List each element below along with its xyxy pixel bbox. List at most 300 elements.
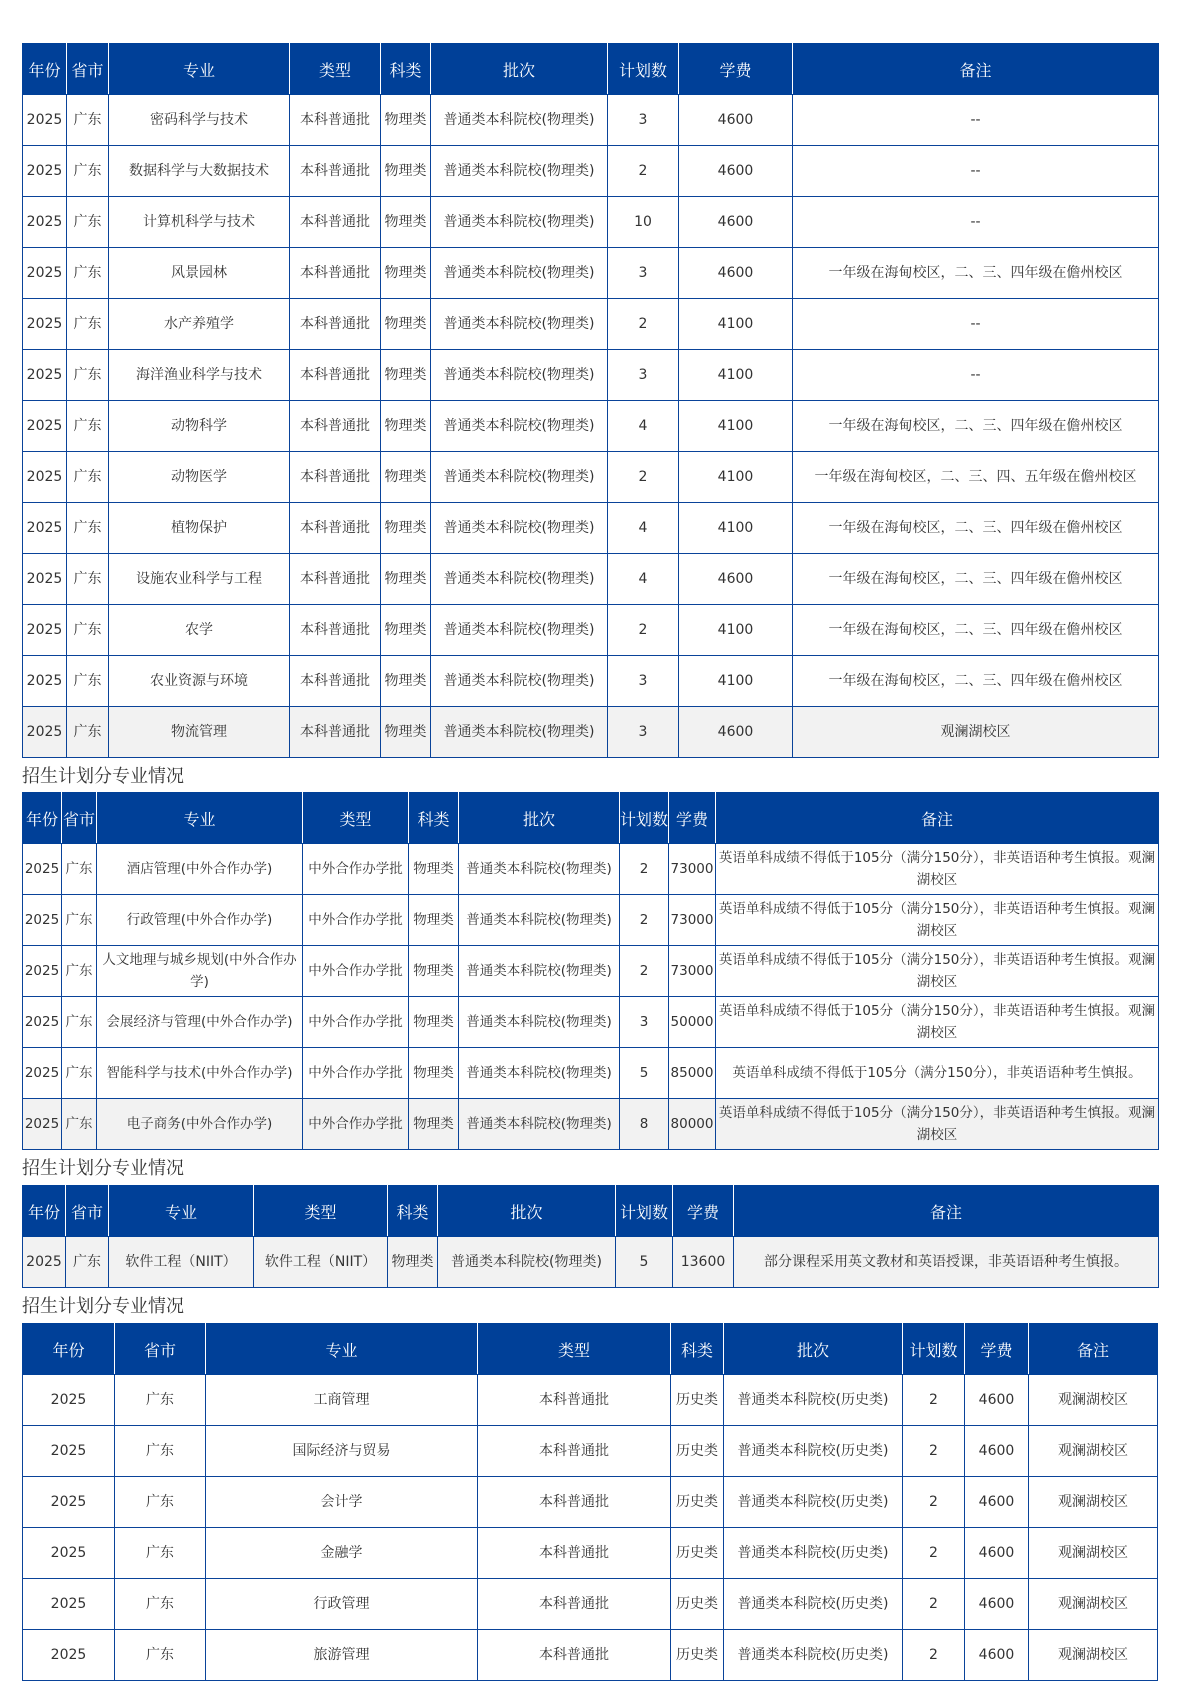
cell-subject: 物理类 (409, 844, 459, 895)
cell-remarks: -- (793, 197, 1159, 248)
cell-year: 2025 (23, 1048, 62, 1099)
cell-subject: 物理类 (381, 95, 431, 146)
cell-province: 广东 (67, 656, 109, 707)
cell-batch: 普通类本科院校(物理类) (431, 605, 608, 656)
cell-year: 2025 (23, 299, 67, 350)
cell-year: 2025 (23, 401, 67, 452)
cell-tuition: 85000 (669, 1048, 716, 1099)
column-header-type: 类型 (478, 1324, 671, 1375)
cell-remarks: 一年级在海甸校区，二、三、四、五年级在儋州校区 (793, 452, 1159, 503)
cell-subject: 物理类 (381, 452, 431, 503)
cell-province: 广东 (62, 946, 97, 997)
cell-remarks: 英语单科成绩不得低于105分（满分150分），非英语语种考生慎报。 (716, 1048, 1159, 1099)
enrollment-table-2 (22, 792, 1159, 1150)
cell-year: 2025 (23, 1375, 115, 1426)
cell-major: 会展经济与管理(中外合作办学) (97, 997, 303, 1048)
cell-type: 本科普通批 (478, 1375, 671, 1426)
cell-year: 2025 (23, 452, 67, 503)
cell-batch: 普通类本科院校(物理类) (431, 350, 608, 401)
table-row (23, 1375, 1158, 1426)
table-row (23, 895, 1159, 946)
cell-major: 软件工程（NIIT） (109, 1237, 254, 1288)
cell-remarks: 观澜湖校区 (1029, 1426, 1158, 1477)
cell-remarks: 观澜湖校区 (1029, 1630, 1158, 1681)
cell-plan-count: 10 (608, 197, 679, 248)
cell-type: 本科普通批 (290, 95, 381, 146)
cell-province: 广东 (115, 1477, 206, 1528)
cell-tuition: 4100 (679, 503, 793, 554)
cell-remarks: 一年级在海甸校区，二、三、四年级在儋州校区 (793, 503, 1159, 554)
cell-tuition: 73000 (669, 946, 716, 997)
cell-year: 2025 (23, 656, 67, 707)
column-header-province: 省市 (67, 44, 109, 95)
cell-batch: 普通类本科院校(物理类) (431, 146, 608, 197)
table-row (23, 844, 1159, 895)
cell-province: 广东 (67, 554, 109, 605)
cell-type: 本科普通批 (478, 1528, 671, 1579)
cell-subject: 物理类 (381, 707, 431, 758)
column-header-type: 类型 (254, 1186, 388, 1237)
cell-year: 2025 (23, 1237, 66, 1288)
column-header-plan-count: 计划数 (903, 1324, 965, 1375)
cell-province: 广东 (115, 1375, 206, 1426)
cell-tuition: 4600 (965, 1375, 1029, 1426)
column-header-subject: 科类 (409, 793, 459, 844)
table-row (23, 605, 1159, 656)
cell-batch: 普通类本科院校(物理类) (459, 844, 620, 895)
column-header-type: 类型 (290, 44, 381, 95)
cell-province: 广东 (62, 997, 97, 1048)
cell-type: 本科普通批 (290, 503, 381, 554)
cell-province: 广东 (67, 503, 109, 554)
cell-province: 广东 (67, 707, 109, 758)
cell-remarks: 一年级在海甸校区，二、三、四年级在儋州校区 (793, 554, 1159, 605)
cell-tuition: 73000 (669, 844, 716, 895)
column-header-plan-count: 计划数 (608, 44, 679, 95)
cell-plan-count: 2 (903, 1477, 965, 1528)
cell-province: 广东 (62, 844, 97, 895)
cell-province: 广东 (67, 146, 109, 197)
cell-plan-count: 2 (620, 844, 669, 895)
cell-batch: 普通类本科院校(物理类) (431, 248, 608, 299)
column-header-tuition: 学费 (965, 1324, 1029, 1375)
cell-subject: 物理类 (409, 997, 459, 1048)
cell-type: 中外合作办学批 (303, 997, 409, 1048)
cell-tuition: 4100 (679, 656, 793, 707)
header-row (23, 793, 1159, 844)
table-row (23, 401, 1159, 452)
cell-plan-count: 3 (608, 95, 679, 146)
cell-subject: 物理类 (381, 554, 431, 605)
cell-subject: 物理类 (409, 1099, 459, 1150)
cell-major: 农业资源与环境 (109, 656, 290, 707)
cell-tuition: 4600 (965, 1579, 1029, 1630)
cell-batch: 普通类本科院校(物理类) (459, 895, 620, 946)
cell-batch: 普通类本科院校(物理类) (459, 1048, 620, 1099)
table-row (23, 1579, 1158, 1630)
cell-plan-count: 2 (608, 605, 679, 656)
table-row (23, 146, 1159, 197)
cell-plan-count: 2 (608, 299, 679, 350)
cell-subject: 历史类 (671, 1477, 724, 1528)
cell-major: 人文地理与城乡规划(中外合作办学) (97, 946, 303, 997)
cell-tuition: 4600 (679, 248, 793, 299)
cell-type: 本科普通批 (290, 197, 381, 248)
cell-plan-count: 5 (616, 1237, 673, 1288)
cell-plan-count: 2 (903, 1630, 965, 1681)
cell-type: 本科普通批 (478, 1426, 671, 1477)
column-header-remarks: 备注 (734, 1186, 1159, 1237)
cell-year: 2025 (23, 997, 62, 1048)
cell-plan-count: 3 (608, 248, 679, 299)
cell-subject: 物理类 (388, 1237, 438, 1288)
cell-year: 2025 (23, 350, 67, 401)
cell-tuition: 4600 (679, 95, 793, 146)
column-header-subject: 科类 (381, 44, 431, 95)
cell-major: 海洋渔业科学与技术 (109, 350, 290, 401)
cell-province: 广东 (67, 95, 109, 146)
cell-major: 动物医学 (109, 452, 290, 503)
column-header-subject: 科类 (388, 1186, 438, 1237)
cell-tuition: 4600 (965, 1426, 1029, 1477)
cell-plan-count: 4 (608, 401, 679, 452)
cell-plan-count: 5 (620, 1048, 669, 1099)
cell-year: 2025 (23, 1579, 115, 1630)
cell-major: 旅游管理 (206, 1630, 478, 1681)
table-row (23, 1630, 1158, 1681)
cell-plan-count: 3 (620, 997, 669, 1048)
cell-subject: 物理类 (381, 503, 431, 554)
cell-tuition: 4100 (679, 605, 793, 656)
cell-batch: 普通类本科院校(物理类) (459, 946, 620, 997)
table-row (23, 1528, 1158, 1579)
cell-year: 2025 (23, 1528, 115, 1579)
cell-province: 广东 (67, 299, 109, 350)
column-header-major: 专业 (206, 1324, 478, 1375)
column-header-major: 专业 (109, 1186, 254, 1237)
cell-plan-count: 2 (903, 1426, 965, 1477)
cell-tuition: 4600 (679, 707, 793, 758)
cell-province: 广东 (115, 1528, 206, 1579)
cell-batch: 普通类本科院校(历史类) (724, 1528, 903, 1579)
cell-batch: 普通类本科院校(历史类) (724, 1375, 903, 1426)
cell-batch: 普通类本科院校(物理类) (431, 197, 608, 248)
column-header-province: 省市 (66, 1186, 109, 1237)
cell-remarks: -- (793, 146, 1159, 197)
cell-subject: 物理类 (381, 605, 431, 656)
cell-major: 金融学 (206, 1528, 478, 1579)
cell-major: 工商管理 (206, 1375, 478, 1426)
cell-type: 本科普通批 (290, 146, 381, 197)
table-row (23, 1426, 1158, 1477)
cell-type: 本科普通批 (290, 248, 381, 299)
cell-plan-count: 2 (608, 146, 679, 197)
cell-batch: 普通类本科院校(物理类) (431, 401, 608, 452)
cell-type: 中外合作办学批 (303, 946, 409, 997)
cell-remarks: -- (793, 350, 1159, 401)
cell-batch: 普通类本科院校(物理类) (459, 1099, 620, 1150)
column-header-type: 类型 (303, 793, 409, 844)
cell-remarks: 观澜湖校区 (1029, 1375, 1158, 1426)
table-row (23, 299, 1159, 350)
cell-subject: 物理类 (381, 656, 431, 707)
enrollment-table-1 (22, 43, 1159, 758)
cell-subject: 物理类 (381, 146, 431, 197)
cell-year: 2025 (23, 707, 67, 758)
cell-remarks: 英语单科成绩不得低于105分（满分150分），非英语语种考生慎报。观澜湖校区 (716, 844, 1159, 895)
cell-plan-count: 2 (903, 1375, 965, 1426)
cell-batch: 普通类本科院校(物理类) (431, 503, 608, 554)
cell-tuition: 73000 (669, 895, 716, 946)
cell-major: 行政管理(中外合作办学) (97, 895, 303, 946)
cell-type: 软件工程（NIIT） (254, 1237, 388, 1288)
table-row (23, 1237, 1159, 1288)
column-header-year: 年份 (23, 44, 67, 95)
cell-type: 中外合作办学批 (303, 844, 409, 895)
cell-remarks: 观澜湖校区 (1029, 1528, 1158, 1579)
cell-province: 广东 (115, 1426, 206, 1477)
table-row (23, 707, 1159, 758)
cell-tuition: 4600 (965, 1477, 1029, 1528)
cell-tuition: 4600 (965, 1528, 1029, 1579)
cell-tuition: 4100 (679, 452, 793, 503)
cell-batch: 普通类本科院校(物理类) (431, 707, 608, 758)
cell-tuition: 80000 (669, 1099, 716, 1150)
cell-remarks: 英语单科成绩不得低于105分（满分150分），非英语语种考生慎报。观澜湖校区 (716, 895, 1159, 946)
cell-type: 本科普通批 (290, 299, 381, 350)
column-header-province: 省市 (115, 1324, 206, 1375)
column-header-year: 年份 (23, 1324, 115, 1375)
cell-major: 植物保护 (109, 503, 290, 554)
cell-major: 会计学 (206, 1477, 478, 1528)
cell-type: 本科普通批 (290, 350, 381, 401)
column-header-tuition: 学费 (679, 44, 793, 95)
cell-subject: 物理类 (381, 197, 431, 248)
cell-subject: 物理类 (409, 946, 459, 997)
column-header-plan-count: 计划数 (616, 1186, 673, 1237)
cell-tuition: 4100 (679, 401, 793, 452)
cell-remarks: 一年级在海甸校区，二、三、四年级在儋州校区 (793, 605, 1159, 656)
column-header-major: 专业 (109, 44, 290, 95)
table-row (23, 1048, 1159, 1099)
cell-tuition: 4100 (679, 350, 793, 401)
cell-type: 本科普通批 (290, 401, 381, 452)
cell-batch: 普通类本科院校(历史类) (724, 1630, 903, 1681)
cell-plan-count: 2 (608, 452, 679, 503)
table-row (23, 997, 1159, 1048)
cell-type: 本科普通批 (290, 452, 381, 503)
cell-plan-count: 4 (608, 503, 679, 554)
column-header-plan-count: 计划数 (620, 793, 669, 844)
cell-year: 2025 (23, 1426, 115, 1477)
cell-type: 本科普通批 (478, 1630, 671, 1681)
column-header-subject: 科类 (671, 1324, 724, 1375)
table-row (23, 248, 1159, 299)
cell-plan-count: 3 (608, 350, 679, 401)
cell-subject: 物理类 (409, 895, 459, 946)
cell-type: 本科普通批 (478, 1477, 671, 1528)
cell-plan-count: 2 (903, 1579, 965, 1630)
cell-year: 2025 (23, 1630, 115, 1681)
cell-major: 国际经济与贸易 (206, 1426, 478, 1477)
table-row (23, 554, 1159, 605)
cell-plan-count: 2 (620, 946, 669, 997)
cell-subject: 物理类 (381, 248, 431, 299)
cell-major: 动物科学 (109, 401, 290, 452)
column-header-tuition: 学费 (669, 793, 716, 844)
cell-year: 2025 (23, 197, 67, 248)
cell-subject: 物理类 (409, 1048, 459, 1099)
cell-remarks: -- (793, 299, 1159, 350)
cell-type: 本科普通批 (290, 605, 381, 656)
cell-major: 智能科学与技术(中外合作办学) (97, 1048, 303, 1099)
cell-province: 广东 (62, 895, 97, 946)
column-header-remarks: 备注 (793, 44, 1159, 95)
cell-province: 广东 (115, 1579, 206, 1630)
column-header-year: 年份 (23, 1186, 66, 1237)
cell-type: 中外合作办学批 (303, 1048, 409, 1099)
cell-major: 水产养殖学 (109, 299, 290, 350)
table-row (23, 946, 1159, 997)
cell-subject: 物理类 (381, 401, 431, 452)
cell-remarks: 一年级在海甸校区，二、三、四年级在儋州校区 (793, 656, 1159, 707)
cell-subject: 历史类 (671, 1528, 724, 1579)
cell-plan-count: 3 (608, 656, 679, 707)
cell-type: 本科普通批 (290, 707, 381, 758)
cell-year: 2025 (23, 248, 67, 299)
table-row (23, 656, 1159, 707)
table-row (23, 452, 1159, 503)
section-title: 招生计划分专业情况 (22, 1296, 184, 1317)
cell-province: 广东 (67, 452, 109, 503)
column-header-batch: 批次 (438, 1186, 616, 1237)
cell-province: 广东 (67, 248, 109, 299)
cell-plan-count: 2 (903, 1528, 965, 1579)
cell-plan-count: 8 (620, 1099, 669, 1150)
cell-remarks: 观澜湖校区 (1029, 1477, 1158, 1528)
cell-remarks: 英语单科成绩不得低于105分（满分150分），非英语语种考生慎报。观澜湖校区 (716, 946, 1159, 997)
cell-type: 中外合作办学批 (303, 895, 409, 946)
cell-year: 2025 (23, 554, 67, 605)
table-row (23, 197, 1159, 248)
cell-type: 中外合作办学批 (303, 1099, 409, 1150)
cell-remarks: 一年级在海甸校区，二、三、四年级在儋州校区 (793, 401, 1159, 452)
cell-type: 本科普通批 (290, 554, 381, 605)
cell-tuition: 4600 (679, 146, 793, 197)
cell-remarks: 观澜湖校区 (1029, 1579, 1158, 1630)
cell-batch: 普通类本科院校(物理类) (431, 95, 608, 146)
cell-type: 本科普通批 (290, 656, 381, 707)
cell-tuition: 4600 (679, 554, 793, 605)
cell-batch: 普通类本科院校(物理类) (438, 1237, 616, 1288)
table-row (23, 350, 1159, 401)
cell-batch: 普通类本科院校(历史类) (724, 1579, 903, 1630)
table-row (23, 95, 1159, 146)
cell-major: 计算机科学与技术 (109, 197, 290, 248)
enrollment-table-4 (22, 1323, 1158, 1681)
section-title: 招生计划分专业情况 (22, 1158, 184, 1179)
cell-year: 2025 (23, 95, 67, 146)
cell-year: 2025 (23, 1099, 62, 1150)
cell-major: 数据科学与大数据技术 (109, 146, 290, 197)
cell-tuition: 4600 (679, 197, 793, 248)
cell-year: 2025 (23, 946, 62, 997)
cell-tuition: 50000 (669, 997, 716, 1048)
cell-batch: 普通类本科院校(物理类) (459, 997, 620, 1048)
cell-plan-count: 3 (608, 707, 679, 758)
section-title: 招生计划分专业情况 (22, 766, 184, 787)
cell-subject: 历史类 (671, 1375, 724, 1426)
cell-tuition: 13600 (673, 1237, 734, 1288)
cell-batch: 普通类本科院校(历史类) (724, 1477, 903, 1528)
cell-subject: 历史类 (671, 1630, 724, 1681)
column-header-major: 专业 (97, 793, 303, 844)
header-row (23, 1186, 1159, 1237)
table-row (23, 503, 1159, 554)
column-header-remarks: 备注 (1029, 1324, 1158, 1375)
cell-province: 广东 (67, 350, 109, 401)
enrollment-table-3 (22, 1185, 1159, 1288)
cell-remarks: -- (793, 95, 1159, 146)
column-header-year: 年份 (23, 793, 62, 844)
cell-year: 2025 (23, 844, 62, 895)
cell-subject: 物理类 (381, 299, 431, 350)
cell-year: 2025 (23, 1477, 115, 1528)
column-header-province: 省市 (62, 793, 97, 844)
column-header-batch: 批次 (431, 44, 608, 95)
cell-province: 广东 (66, 1237, 109, 1288)
cell-major: 密码科学与技术 (109, 95, 290, 146)
cell-type: 本科普通批 (478, 1579, 671, 1630)
column-header-tuition: 学费 (673, 1186, 734, 1237)
cell-remarks: 部分课程采用英文教材和英语授课，非英语语种考生慎报。 (734, 1237, 1159, 1288)
header-row (23, 1324, 1158, 1375)
cell-major: 物流管理 (109, 707, 290, 758)
cell-remarks: 一年级在海甸校区，二、三、四年级在儋州校区 (793, 248, 1159, 299)
cell-major: 电子商务(中外合作办学) (97, 1099, 303, 1150)
header-row (23, 44, 1159, 95)
cell-major: 农学 (109, 605, 290, 656)
cell-major: 行政管理 (206, 1579, 478, 1630)
cell-batch: 普通类本科院校(历史类) (724, 1426, 903, 1477)
cell-province: 广东 (67, 605, 109, 656)
cell-subject: 历史类 (671, 1579, 724, 1630)
cell-year: 2025 (23, 605, 67, 656)
cell-major: 酒店管理(中外合作办学) (97, 844, 303, 895)
cell-subject: 历史类 (671, 1426, 724, 1477)
cell-batch: 普通类本科院校(物理类) (431, 452, 608, 503)
cell-province: 广东 (62, 1048, 97, 1099)
cell-year: 2025 (23, 146, 67, 197)
cell-major: 设施农业科学与工程 (109, 554, 290, 605)
cell-plan-count: 4 (608, 554, 679, 605)
column-header-batch: 批次 (459, 793, 620, 844)
column-header-remarks: 备注 (716, 793, 1159, 844)
cell-tuition: 4100 (679, 299, 793, 350)
cell-batch: 普通类本科院校(物理类) (431, 656, 608, 707)
cell-remarks: 英语单科成绩不得低于105分（满分150分），非英语语种考生慎报。观澜湖校区 (716, 997, 1159, 1048)
cell-remarks: 观澜湖校区 (793, 707, 1159, 758)
table-row (23, 1477, 1158, 1528)
cell-province: 广东 (67, 401, 109, 452)
cell-province: 广东 (67, 197, 109, 248)
cell-batch: 普通类本科院校(物理类) (431, 299, 608, 350)
cell-year: 2025 (23, 895, 62, 946)
cell-year: 2025 (23, 503, 67, 554)
cell-remarks: 英语单科成绩不得低于105分（满分150分），非英语语种考生慎报。观澜湖校区 (716, 1099, 1159, 1150)
cell-tuition: 4600 (965, 1630, 1029, 1681)
cell-batch: 普通类本科院校(物理类) (431, 554, 608, 605)
